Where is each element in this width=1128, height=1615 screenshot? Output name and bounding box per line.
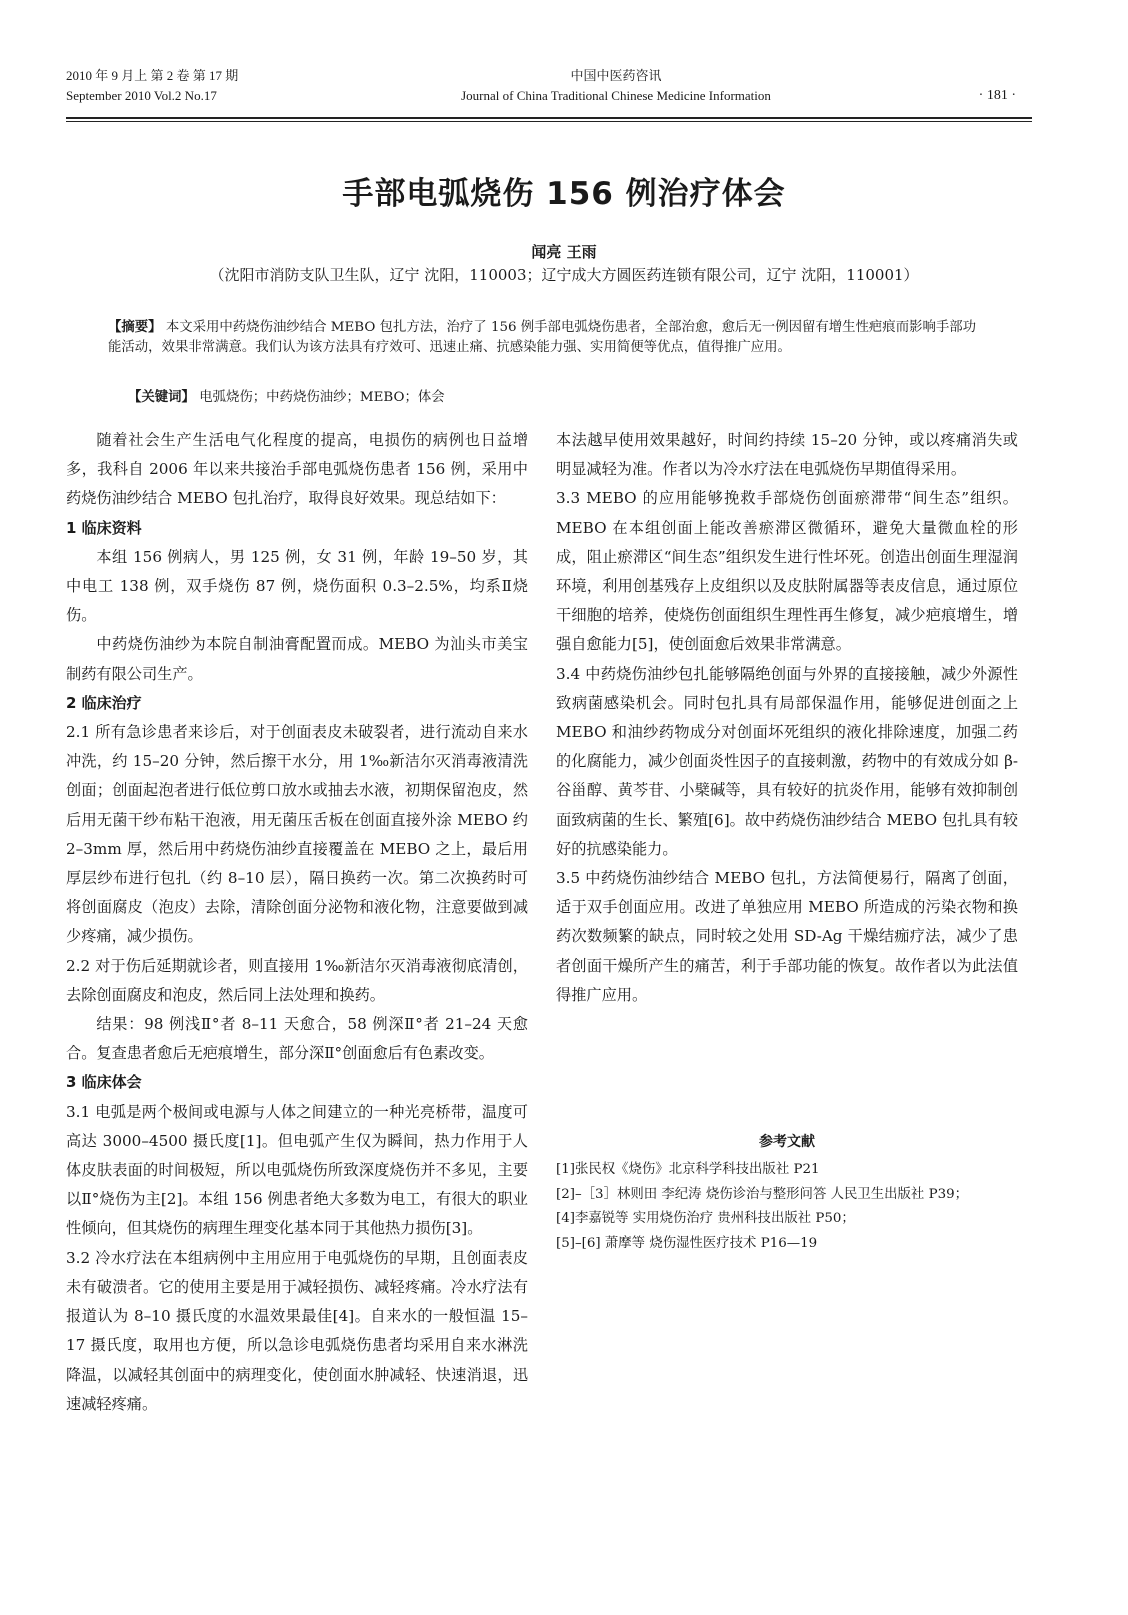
references-list	[556, 1158, 1018, 1256]
section-1-paragraph-2: 中药烧伤油纱为本院自制油膏配置而成。MEBO 为汕头市美宝制药有限公司生产。	[66, 635, 528, 683]
section-2-2-paragraph: 2.2 对于伤后延期就诊者，则直接用 1‰新洁尔灭消毒液彻底清创，去除创面腐皮和泡皮，然后同上法处理和换药。	[66, 956, 528, 1004]
reference-item: [1]张民权《烧伤》北京科学科技出版社 P21	[556, 1162, 820, 1177]
abstract-text: 本文采用中药烧伤油纱结合 MEBO 包扎方法，治疗了 156 例手部电弧烧伤患者，全部治愈，愈后无一例因留有增生性疤痕而影响手部功能活动，效果非常满意。我们认为该方法具有疗效可、迅速止痛、抗感染能力强、实用简便等优点，值得推广应用。	[108, 320, 977, 355]
reference-item: [4]李嘉锐等 实用烧伤治疗 贵州科技出版社 P50；	[556, 1211, 855, 1226]
keywords-label: 【关键词】	[128, 390, 195, 405]
keywords	[128, 388, 980, 408]
section-3-heading: 3 临床体会	[66, 1073, 142, 1092]
journal-name-en: Journal of China Traditional Chinese Medicine Information	[461, 88, 771, 103]
header-rule-thick	[66, 117, 1032, 119]
abstract	[108, 318, 980, 358]
running-header	[66, 66, 1032, 118]
abstract-label: 【摘要】	[108, 320, 162, 335]
intro-paragraph: 随着社会生产生活电气化程度的提高，电损伤的病例也日益增多，我科自 2006 年以来共接治手部电弧烧伤患者 156 例，采用中药烧伤油纱结合 MEBO 包扎治疗，取得良好效果。现总结如下：	[66, 431, 528, 508]
header-rule-thin	[66, 121, 1032, 122]
section-1-paragraph-1: 本组 156 例病人，男 125 例，女 31 例，年龄 19–50 岁，其中电工 138 例，双手烧伤 87 例，烧伤面积 0.3–2.5%，均系Ⅱ烧伤。	[66, 547, 528, 625]
article-authors: 闻亮 王雨	[531, 243, 597, 261]
page-number: · 181 ·	[978, 88, 1016, 103]
issue-info-cn: 2010 年 9 月上 第 2 卷 第 17 期	[66, 68, 239, 83]
keywords-text: 电弧烧伤；中药烧伤油纱；MEBO；体会	[194, 390, 445, 405]
article-title: 手部电弧烧伤 156 例治疗体会	[342, 176, 786, 212]
journal-name	[406, 66, 826, 106]
reference-item: [5]–[6] 萧摩等 烧伤湿性医疗技术 P16—19	[556, 1235, 818, 1251]
section-3-2-paragraph: 3.2 冷水疗法在本组病例中主用应用于电弧烧伤的早期，且创面表皮未有破溃者。它的使用主要是用于减轻损伤、减轻疼痛。冷水疗法有报道认为 8–10 摄氏度的水温效果最佳[4]。自来水的一般恒温 15–17 摄氏度，取用也方便，所以急诊电弧烧伤患者均采用自来水淋洗降温，以减轻其创面中的病理变化，使创面水肿减轻、快速消退，迅速减轻疼痛。	[66, 1248, 528, 1413]
reference-item: [2]–［3］林则田 李纪涛 烧伤诊治与整形问答 人民卫生出版社 P39；	[556, 1186, 969, 1202]
section-2-heading: 2 临床治疗	[66, 693, 142, 712]
journal-name-cn: 中国中医药咨讯	[570, 68, 662, 83]
left-column	[66, 426, 528, 1419]
continued-paragraph: 本法越早使用效果越好，时间约持续 15–20 分钟，或以疼痛消失或明显减轻为准。作者以为冷水疗法在电弧烧伤早期值得采用。	[556, 431, 1018, 479]
section-3-5-paragraph: 3.5 中药烧伤油纱结合 MEBO 包扎，方法简便易行，隔离了创面，适于双手创面应用。改进了单独应用 MEBO 所造成的污染衣物和换药次数频繁的缺点，同时较之处用 SD-Ag 干燥结痂疗法，减少了患者创面干燥所产生的痛苦，利于手部功能的恢复。故作者以为此法值得推广应用。	[556, 869, 1018, 1004]
issue-info-en: September 2010 Vol.2 No.17	[66, 88, 217, 103]
section-3-3-paragraph: 3.3 MEBO 的应用能够挽救手部烧伤创面瘀滞带“间生态”组织。MEBO 在本组创面上能改善瘀滞区微循环，避免大量微血栓的形成，阻止瘀滞区“间生态”组织发生进行性坏死。创造出创面生理湿润环境，利用创基残存上皮组织以及皮肤附属器等表皮信息，通过原位干细胞的培养，使烧伤创面组织生理性再生修复，减少疤痕增生，增强自愈能力[5]，使创面愈后效果非常满意。	[556, 489, 1018, 654]
section-1-heading: 1 临床资料	[66, 518, 142, 537]
section-2-1-paragraph: 2.1 所有急诊患者来诊后，对于创面表皮未破裂者，进行流动自来水冲洗，约 15–20 分钟，然后擦干水分，用 1‰新洁尔灭消毒液清洗创面；创面起泡者进行低位剪口放水或抽去水液，初期保留泡皮，然后用无菌干纱布粘干泡液，用无菌压舌板在创面直接外涂 MEBO 约 2–3mm 厚，然后用中药烧伤油纱直接覆盖在 MEBO 之上，最后用厚层纱布进行包扎（约 8–10 层），隔日换药一次。第二次换药时可将创面腐皮（泡皮）去除，清除创面分泌物和液化物，注意要做到减少疼痛，减少损伤。	[66, 723, 528, 946]
issue-info	[66, 66, 238, 106]
right-column	[556, 426, 1018, 1010]
section-3-1-paragraph: 3.1 电弧是两个极间或电源与人体之间建立的一种光亮桥带，温度可高达 3000–4500 摄氏度[1]。但电弧产生仅为瞬间，热力作用于人体皮肤表面的时间极短，所以电弧烧伤所致深度烧伤并不多见，主要以Ⅱ°烧伤为主[2]。本组 156 例患者绝大多数为电工，有很大的职业性倾向，但其烧伤的病理生理变化基本同于其他热力损伤[3]。	[66, 1102, 528, 1238]
article-affiliation: （沈阳市消防支队卫生队，辽宁 沈阳，110003；辽宁成大方圆医药连锁有限公司，辽宁 沈阳，110001）	[209, 266, 919, 284]
references-title: 参考文献	[759, 1134, 815, 1150]
results-paragraph: 结果：98 例浅Ⅱ°者 8–11 天愈合，58 例深Ⅱ°者 21–24 天愈合。复查患者愈后无疤痕增生，部分深Ⅱ°创面愈后有色素改变。	[66, 1015, 528, 1063]
section-3-4-paragraph: 3.4 中药烧伤油纱包扎能够隔绝创面与外界的直接接触，减少外源性致病菌感染机会。同时包扎具有局部保温作用，能够促进创面之上 MEBO 和油纱药物成分对创面坏死组织的液化排除速度，加强二药的化腐能力，减少创面炎性因子的直接刺激，药物中的有效成分如 β-谷甾醇、黄芩苷、小檗碱等，具有较好的抗炎作用，能够有效抑制创面致病菌的生长、繁殖[6]。故中药烧伤油纱结合 MEBO 包扎具有较好的抗感染能力。	[556, 664, 1018, 858]
